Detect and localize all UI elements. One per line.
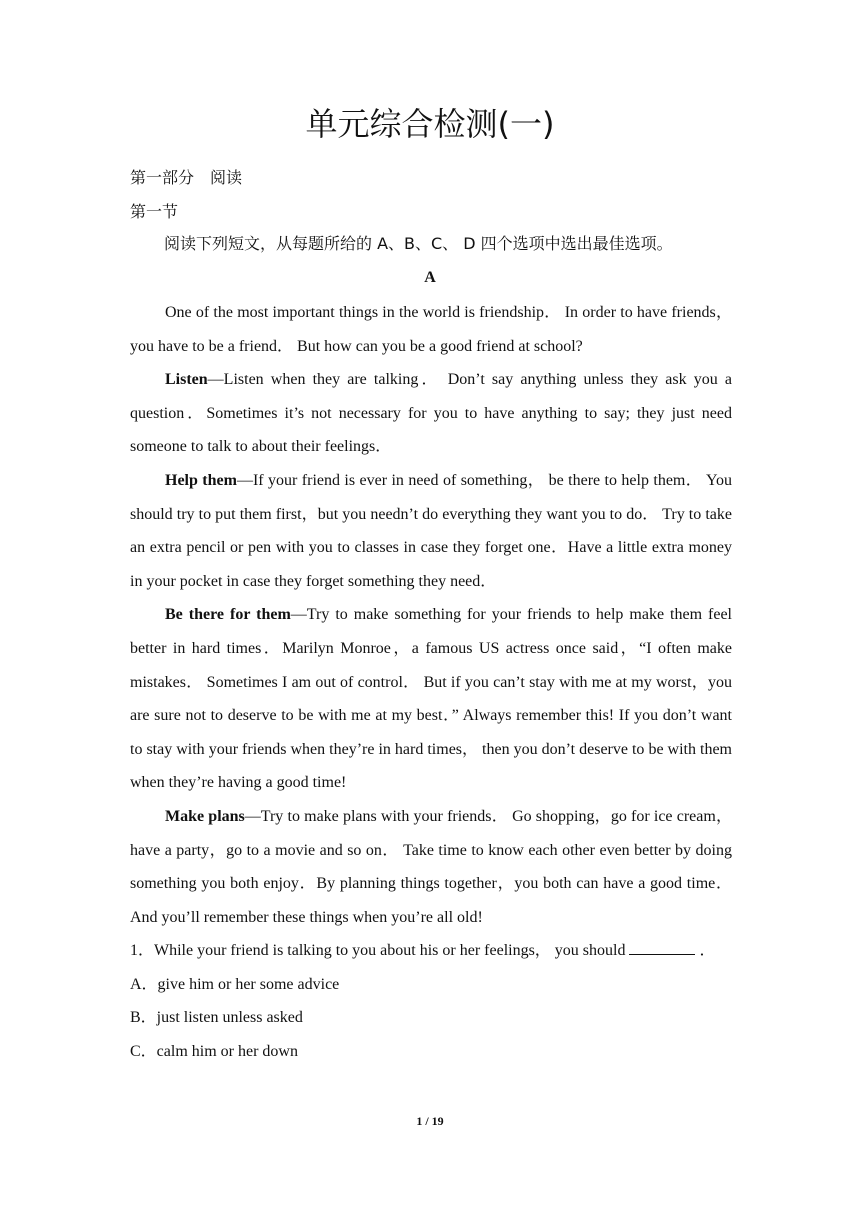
paragraph-text: One of the most important things in the world is friendship． In order to have friends，you have to be a friend． But how can you be a good friend at school?	[130, 304, 732, 355]
paragraph-lead: Help them	[165, 471, 237, 489]
paragraph-text: —Listen when they are talking． Don’t say anything unless they ask you a question．Sometimes it’s not necessary for you to have anything to say; they just need someone to talk to about their feelings．	[130, 371, 732, 456]
section-heading: 第一节	[130, 202, 179, 221]
paragraph-5	[130, 800, 732, 934]
paragraph-lead: Make plans	[165, 807, 245, 825]
option-b: B．just listen unless asked	[130, 1009, 303, 1027]
passage-label: A	[424, 269, 436, 286]
paragraph-text: —Try to make something for your friends to help make them feel better in hard times．Marilyn Monroe，a famous US actress once said，“I often make mistakes． Sometimes I am out of control． But if you can’t stay with me at my worst，you are sure not to deserve to be with me at my best．” Always remember this! If you don’t want to stay with your friends when they’re in hard times， then you don’t deserve to be with them when they’re having a good time!	[130, 606, 733, 792]
paragraph-text: —If your friend is ever in need of something， be there to help them． You should try to put them first，but you needn’t do everything they want you to do． Try to take an extra pencil or pen with you to classes in case they forget one．Have a little extra money in your pocket in case they forget something they need．	[130, 471, 732, 590]
passage-body	[130, 296, 732, 1069]
page-title: 单元综合检测(一)	[305, 105, 555, 143]
paragraph-2	[130, 363, 732, 464]
answer-blank	[629, 940, 695, 955]
option-a: A．give him or her some advice	[130, 975, 340, 993]
page-number: 1 / 19	[416, 1114, 444, 1128]
instructions: 阅读下列短文，从每题所给的 A、B、C、 D 四个选项中选出最佳选项。	[164, 234, 673, 253]
paragraph-1	[130, 296, 732, 363]
option-c: C．calm him or her down	[130, 1043, 298, 1061]
paragraph-3	[130, 464, 732, 598]
question-text: 1．While your friend is talking to you about his or her feelings， you should	[130, 942, 626, 960]
question-end: ．	[699, 942, 716, 960]
paragraph-lead: Be there for them	[165, 606, 291, 624]
paragraph-text: —Try to make plans with your friends． Go shopping，go for ice cream，have a party，go to a movie and so on． Take time to know each other even better by doing something you both enjoy．By planning things together，you both can have a good time． And you’ll remember these things when you’re all old!	[130, 807, 732, 926]
paragraph-4	[130, 598, 732, 800]
question-1	[130, 934, 732, 968]
paragraph-lead: Listen	[165, 371, 208, 389]
part-heading: 第一部分 阅读	[130, 168, 243, 187]
